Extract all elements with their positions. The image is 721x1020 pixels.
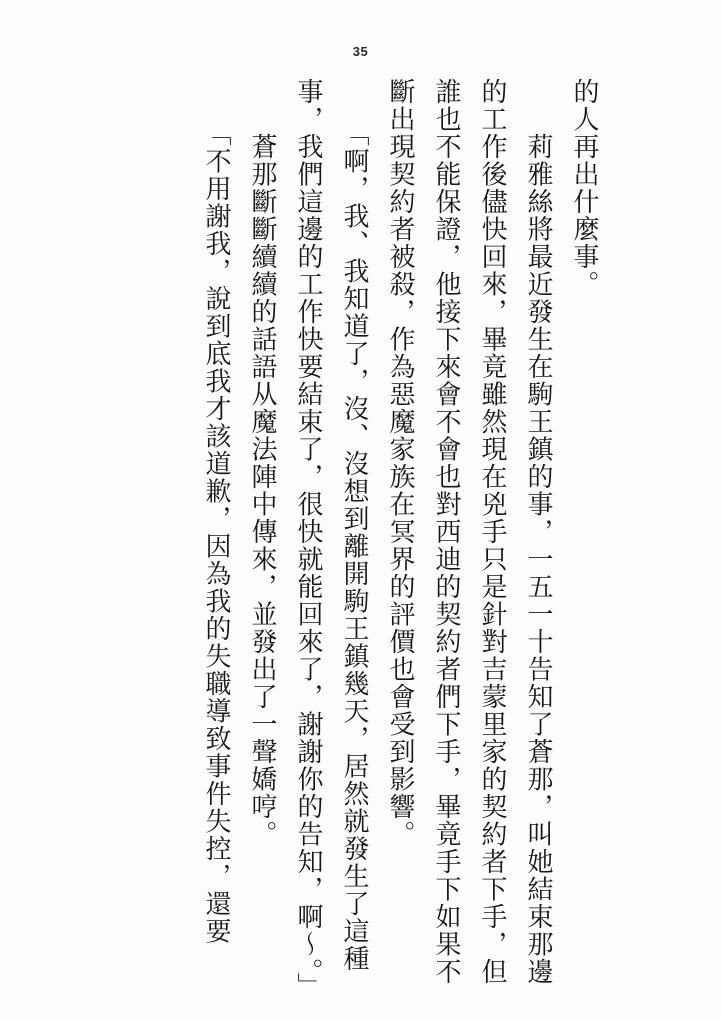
paragraph-narration-rias: 莉雅絲將最近發生在駒王鎮的事，一五一十告知了蒼那，叫她結束那邊的工作後儘快回來，畢竟雖然現在兇手只是針對吉蒙里家的契約者下手，但誰也不能保證，他接下來會不會也對西迪的契約者們下手，畢竟手下如果不斷出現契約者被殺，作為惡魔家族在冥界的評價也會受到影響。 xyxy=(386,78,553,986)
paragraph-dialogue-reply: 「不用謝我，說到底我才該道歉，因為我的失職導致事件失控，還要 xyxy=(202,78,231,945)
paragraph-continuation: 的人再出什麼事。 xyxy=(570,78,599,298)
paragraph-dialogue-sona: 「啊，我、我知道了，沒、沒想到離開駒王鎮幾天，居然就發生了這種事，我們這邊的工作快要結束了，很快就能回來了，謝謝你的告知，啊～。」 xyxy=(294,78,369,1000)
page-number: 35 xyxy=(352,44,369,59)
vertical-text-block xyxy=(193,78,607,1000)
paragraph-narration-magic-circle: 蒼那斷斷續續的話語从魔法陣中傳來，並發出了一聲嬌哼。 xyxy=(248,78,277,848)
